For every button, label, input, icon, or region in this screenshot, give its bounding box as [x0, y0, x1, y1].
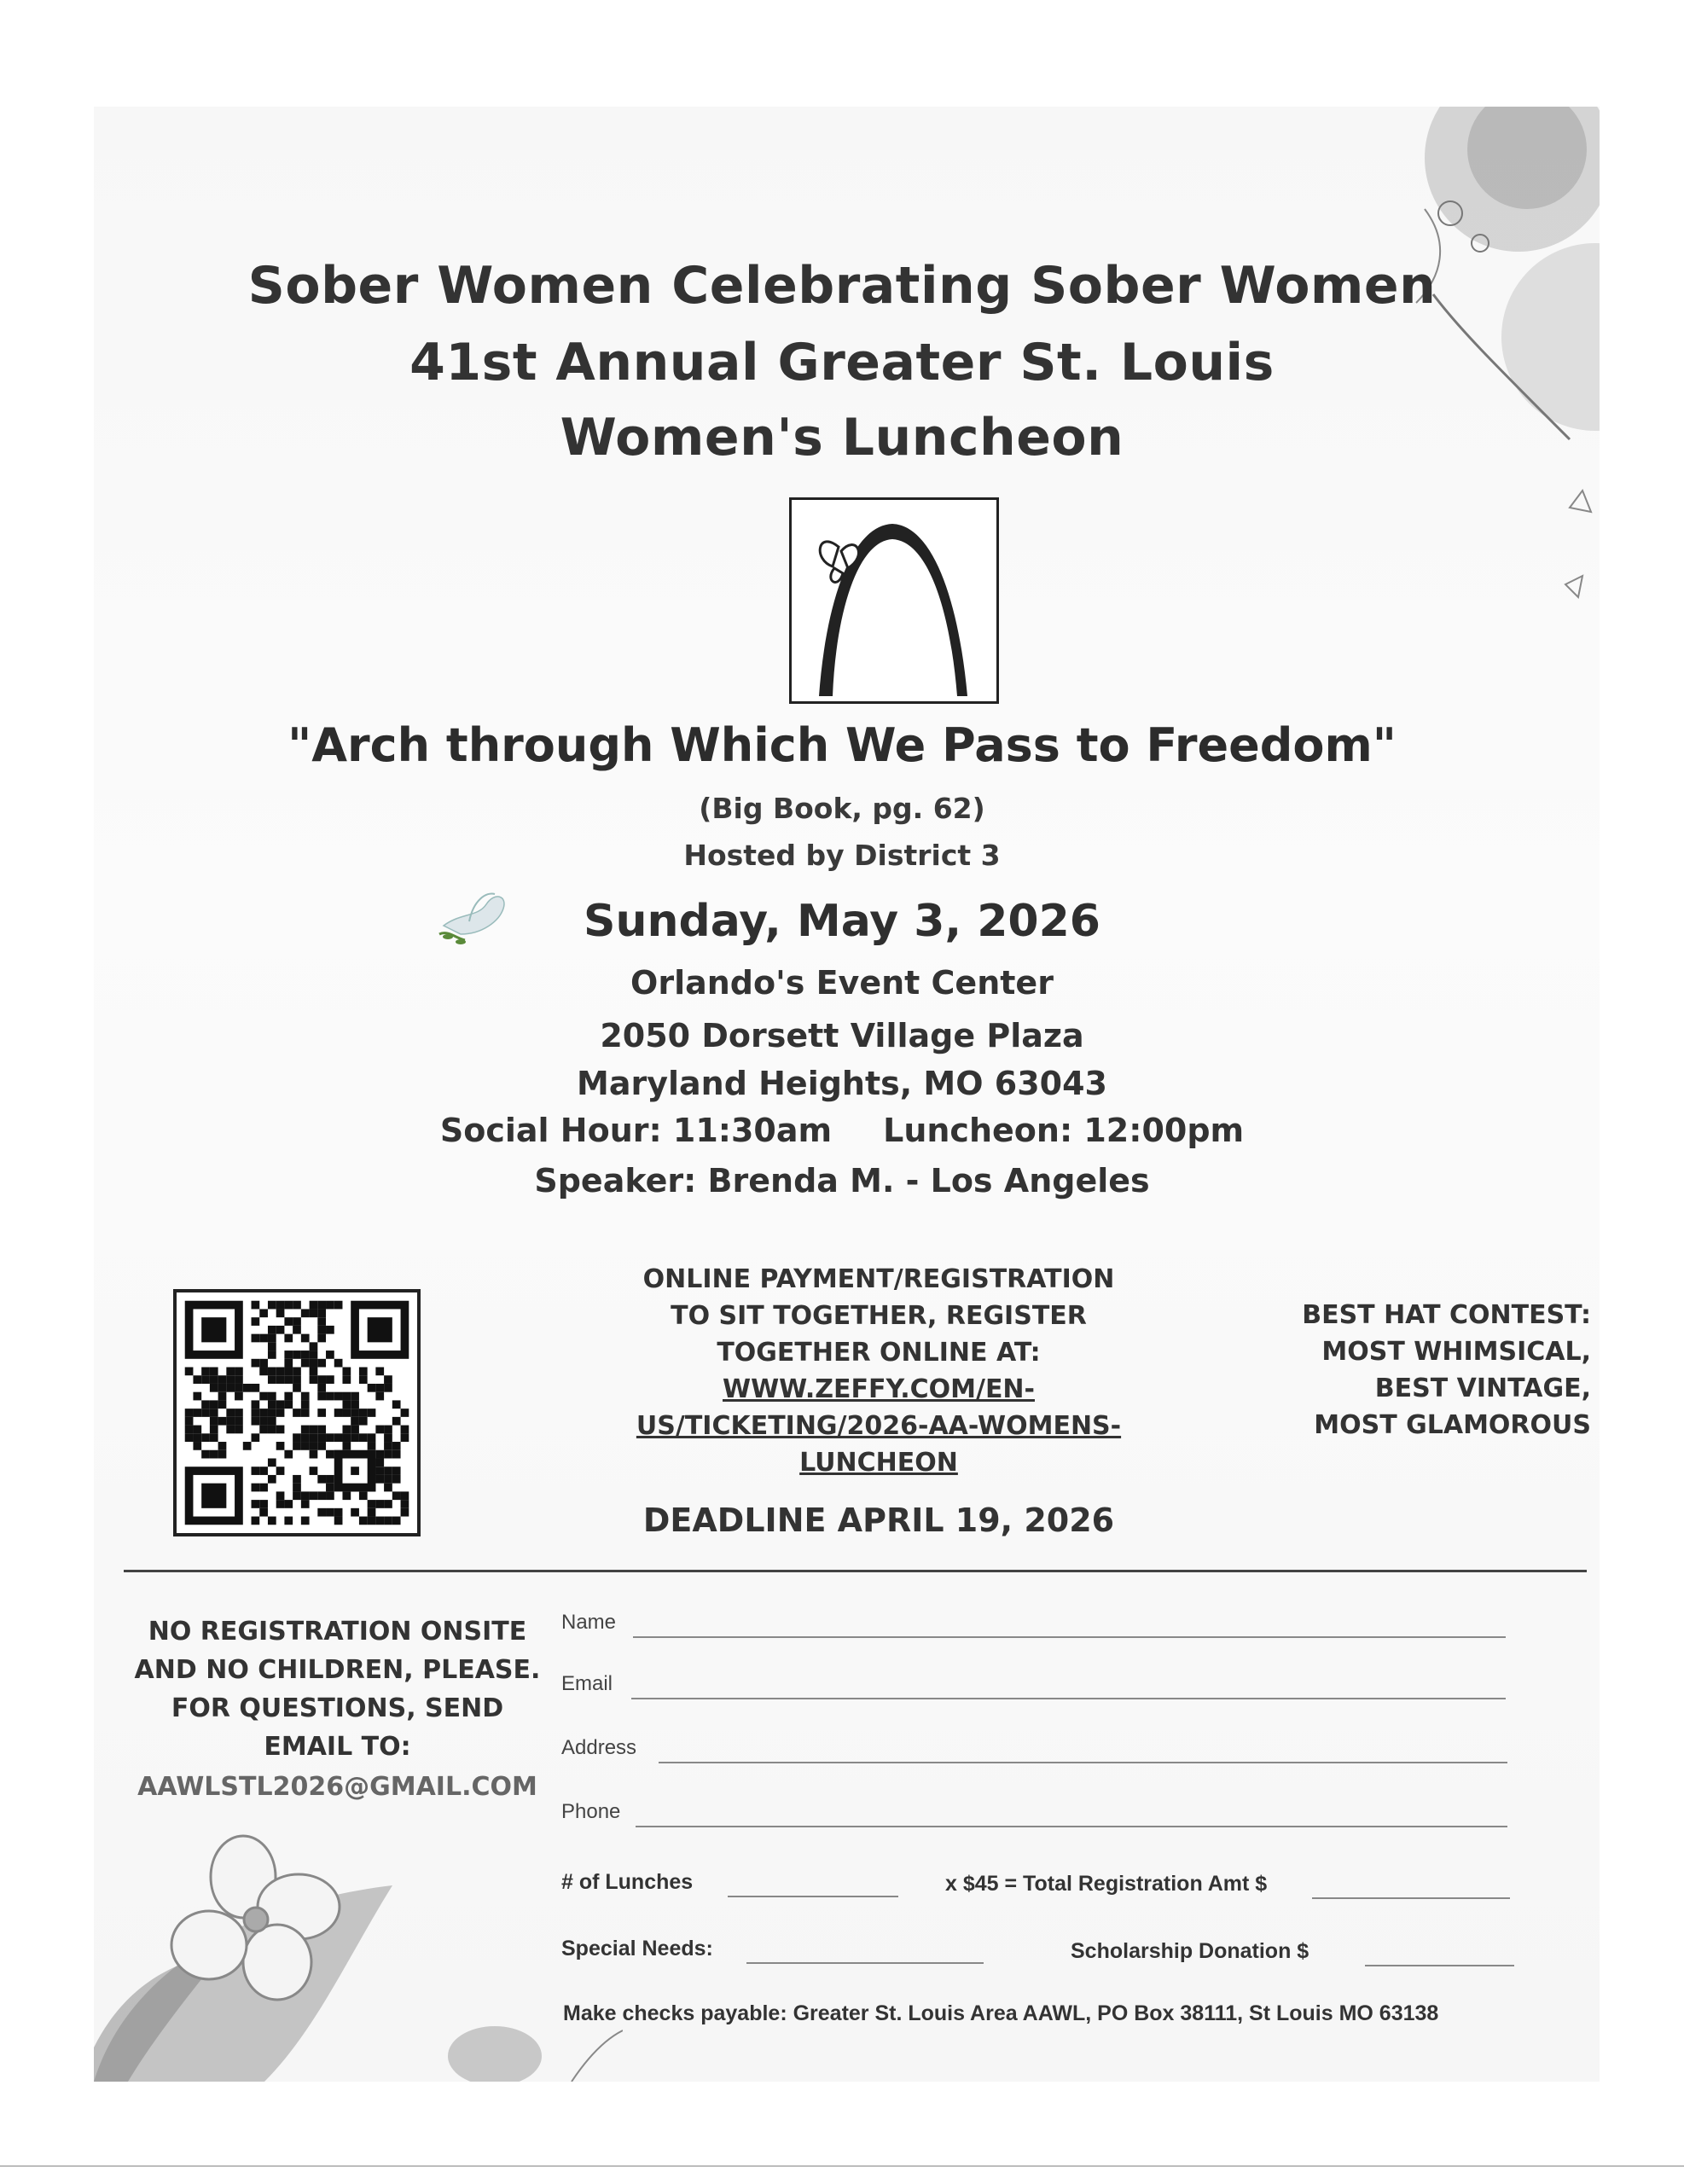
notice-line-1: NO REGISTRATION ONSITE: [148, 1617, 527, 1647]
scholarship-field[interactable]: [1365, 1965, 1514, 1966]
scholarship-label: Scholarship Donation $: [1071, 1939, 1309, 1963]
registration-url-line-2[interactable]: US/TICKETING/2026-AA-WOMENS-: [636, 1411, 1122, 1441]
lunches-field[interactable]: [728, 1896, 898, 1897]
registration-deadline: DEADLINE APRIL 19, 2026: [642, 1502, 1115, 1539]
address-field[interactable]: [659, 1762, 1507, 1763]
notice-line-2: AND NO CHILDREN, PLEASE.: [134, 1655, 541, 1685]
section-divider: [124, 1570, 1587, 1572]
registration-line-2: TO SIT TOGETHER, REGISTER: [671, 1301, 1087, 1331]
social-hour: Social Hour: 11:30am: [439, 1112, 833, 1149]
notice-line-4: EMAIL TO:: [264, 1732, 411, 1762]
hat-contest: [1241, 1297, 1591, 1443]
contact-email[interactable]: AAWLSTL2026@GMAIL.COM: [137, 1772, 537, 1802]
address-label: Address: [561, 1736, 637, 1759]
qr-code[interactable]: [173, 1289, 421, 1536]
lunches-label: # of Lunches: [561, 1870, 694, 1894]
theme-source: (Big Book, pg. 62): [699, 792, 985, 825]
title-line-2: 41st Annual Greater St. Louis: [409, 333, 1275, 392]
total-amount-field[interactable]: [1312, 1897, 1510, 1899]
registration-url-line-3[interactable]: LUNCHEON: [799, 1448, 958, 1478]
price-label: x $45 = Total Registration Amt $: [945, 1872, 1268, 1896]
event-speaker: Speaker: Brenda M. - Los Angeles: [534, 1162, 1150, 1199]
qr-code-icon: [177, 1292, 417, 1533]
arch-with-butterfly-icon: [792, 500, 996, 701]
special-needs-label: Special Needs:: [561, 1937, 713, 1960]
special-needs-field[interactable]: [746, 1962, 984, 1964]
email-label: Email: [561, 1672, 613, 1695]
onsite-notice: [118, 1612, 557, 1806]
event-address-2: Maryland Heights, MO 63043: [577, 1065, 1107, 1102]
floral-decoration-icon: [94, 1826, 623, 2082]
host-text: Hosted by District 3: [683, 839, 1001, 872]
theme-quote: "Arch through Which We Pass to Freedom": [287, 718, 1397, 772]
hat-contest-item: MOST GLAMOROUS: [1314, 1410, 1591, 1440]
phone-field[interactable]: [636, 1826, 1507, 1827]
name-label: Name: [561, 1611, 617, 1634]
hat-contest-item: BEST VINTAGE,: [1374, 1374, 1591, 1403]
hat-contest-item: MOST WHIMSICAL,: [1321, 1337, 1591, 1367]
event-venue: Orlando's Event Center: [630, 964, 1054, 1002]
online-registration: [597, 1261, 1160, 1481]
page-bottom-rule: [0, 2165, 1684, 2167]
event-times: [0, 1112, 1684, 1149]
arch-logo: [789, 497, 999, 704]
title-line-3: Women's Luncheon: [560, 408, 1124, 468]
title-line-1: Sober Women Celebrating Sober Women: [247, 256, 1437, 316]
registration-line-3: TOGETHER ONLINE AT:: [717, 1338, 1041, 1368]
notice-line-3: FOR QUESTIONS, SEND: [171, 1693, 504, 1723]
name-field[interactable]: [633, 1636, 1506, 1638]
registration-url-line-1[interactable]: WWW.ZEFFY.COM/EN-: [723, 1374, 1035, 1404]
phone-label: Phone: [561, 1800, 621, 1823]
checks-payable-note: Make checks payable: Greater St. Louis Area AAWL, PO Box 38111, St Louis MO 63138: [563, 2001, 1439, 2025]
hat-contest-heading: BEST HAT CONTEST:: [1302, 1300, 1591, 1330]
email-field[interactable]: [631, 1698, 1506, 1699]
registration-line-1: ONLINE PAYMENT/REGISTRATION: [642, 1264, 1115, 1294]
event-address-1: 2050 Dorsett Village Plaza: [600, 1017, 1084, 1054]
event-date: Sunday, May 3, 2026: [584, 896, 1100, 947]
luncheon-time: Luncheon: 12:00pm: [883, 1112, 1245, 1149]
